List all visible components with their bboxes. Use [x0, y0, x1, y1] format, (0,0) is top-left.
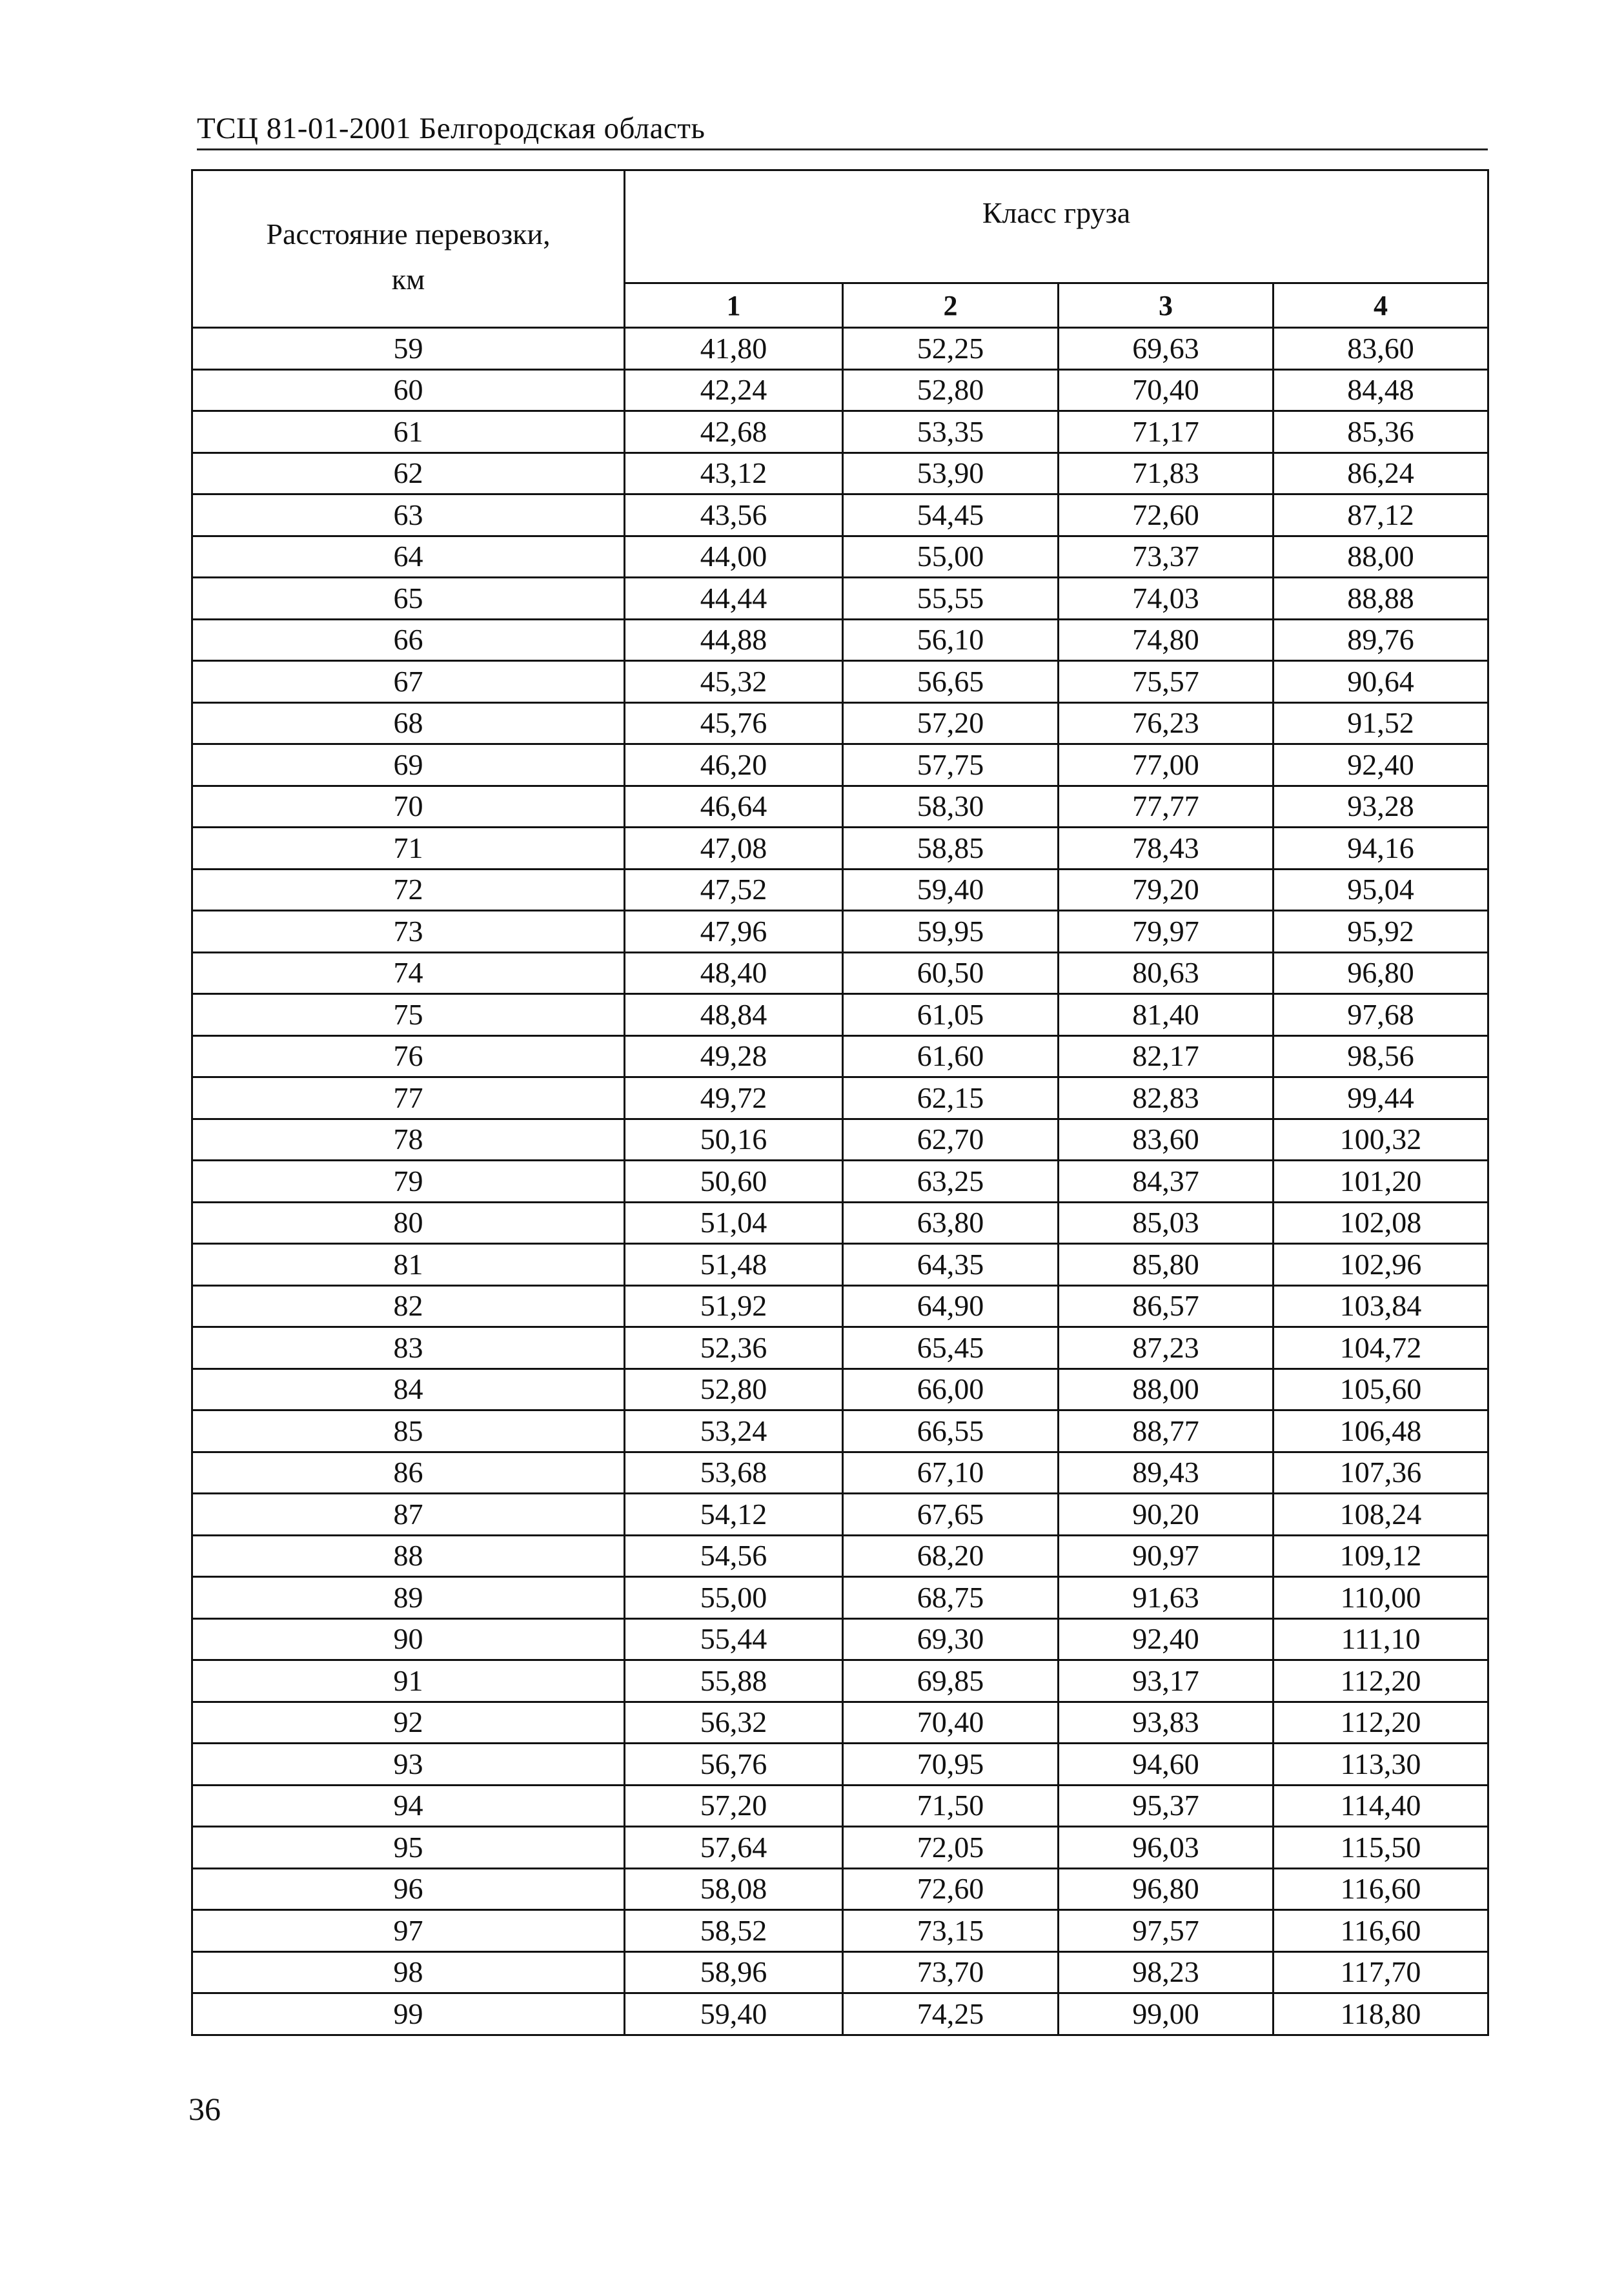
class-3-cell: 87,23	[1059, 1327, 1274, 1369]
class-2-cell: 57,75	[843, 744, 1059, 786]
class-1-cell: 56,32	[625, 1702, 843, 1744]
distance-cell: 91	[192, 1660, 625, 1702]
class-2-cell: 70,40	[843, 1702, 1059, 1744]
class-1-cell: 54,12	[625, 1494, 843, 1536]
table-row	[192, 1119, 1488, 1161]
class-3-cell: 75,57	[1059, 661, 1274, 703]
class-1-cell: 51,92	[625, 1285, 843, 1327]
class-4-cell: 85,36	[1274, 411, 1488, 453]
table-row	[192, 869, 1488, 911]
table-row	[192, 994, 1488, 1036]
table-row	[192, 1535, 1488, 1577]
class-1-cell: 58,96	[625, 1951, 843, 1993]
class-1-cell: 58,52	[625, 1910, 843, 1952]
class-2-cell: 66,00	[843, 1369, 1059, 1410]
class-3-cell: 96,03	[1059, 1827, 1274, 1869]
class-4-cell: 112,20	[1274, 1702, 1488, 1744]
table-row	[192, 619, 1488, 661]
distance-cell: 87	[192, 1494, 625, 1536]
table-row	[192, 661, 1488, 703]
class-4-cell: 117,70	[1274, 1951, 1488, 1993]
class-4-cell: 106,48	[1274, 1410, 1488, 1452]
class-1-cell: 46,20	[625, 744, 843, 786]
class-2-cell: 63,80	[843, 1202, 1059, 1244]
class-3-cell: 90,20	[1059, 1494, 1274, 1536]
class-2-cell: 63,25	[843, 1161, 1059, 1203]
class-1-cell: 55,44	[625, 1618, 843, 1660]
distance-cell: 77	[192, 1077, 625, 1119]
distance-cell: 66	[192, 619, 625, 661]
table-row	[192, 1327, 1488, 1369]
class-2-cell: 65,45	[843, 1327, 1059, 1369]
class-4-cell: 116,60	[1274, 1868, 1488, 1910]
cargo-class-header	[625, 170, 1488, 283]
class-4-cell: 104,72	[1274, 1327, 1488, 1369]
class-3-cell: 97,57	[1059, 1910, 1274, 1952]
class-1-cell: 47,52	[625, 869, 843, 911]
distance-cell: 72	[192, 869, 625, 911]
class-2-cell: 73,15	[843, 1910, 1059, 1952]
class-3-cell: 84,37	[1059, 1161, 1274, 1203]
class-3-cell: 73,37	[1059, 536, 1274, 578]
class-2-cell: 61,05	[843, 994, 1059, 1036]
class-1-cell: 44,00	[625, 536, 843, 578]
class-1-cell: 49,72	[625, 1077, 843, 1119]
class-4-cell: 112,20	[1274, 1660, 1488, 1702]
distance-cell: 62	[192, 453, 625, 494]
class-3-cell: 96,80	[1059, 1868, 1274, 1910]
class-4-cell: 115,50	[1274, 1827, 1488, 1869]
class-2-cell: 64,90	[843, 1285, 1059, 1327]
class-3-cell: 95,37	[1059, 1785, 1274, 1827]
class-2-cell: 52,80	[843, 369, 1059, 411]
class-3-cell: 77,77	[1059, 786, 1274, 828]
class-4-cell: 83,60	[1274, 328, 1488, 370]
class-2-cell: 64,35	[843, 1244, 1059, 1286]
class-2-cell: 61,60	[843, 1035, 1059, 1077]
class-3-cell: 88,77	[1059, 1410, 1274, 1452]
class-2-cell: 72,60	[843, 1868, 1059, 1910]
class-4-cell: 91,52	[1274, 702, 1488, 744]
class-1-cell: 45,32	[625, 661, 843, 703]
class-2-cell: 56,65	[843, 661, 1059, 703]
distance-cell: 82	[192, 1285, 625, 1327]
class-2-cell: 58,30	[843, 786, 1059, 828]
table-row	[192, 1868, 1488, 1910]
class-1-cell: 55,00	[625, 1577, 843, 1619]
class-2-cell: 53,35	[843, 411, 1059, 453]
class-4-cell: 89,76	[1274, 619, 1488, 661]
distance-cell: 92	[192, 1702, 625, 1744]
class-2-cell: 59,95	[843, 911, 1059, 953]
class-4-cell: 88,88	[1274, 578, 1488, 620]
class-4-cell: 96,80	[1274, 952, 1488, 994]
tariff-table	[191, 169, 1489, 2036]
class-3-cell: 71,17	[1059, 411, 1274, 453]
class-3-cell: 94,60	[1059, 1744, 1274, 1786]
table-row	[192, 1993, 1488, 2035]
class-1-cell: 50,60	[625, 1161, 843, 1203]
class-4-cell: 102,08	[1274, 1202, 1488, 1244]
distance-cell: 97	[192, 1910, 625, 1952]
class-2-cell: 62,15	[843, 1077, 1059, 1119]
distance-header-line1: Расстояние перевозки,	[266, 217, 551, 250]
class-4-cell: 95,04	[1274, 869, 1488, 911]
class-4-cell: 103,84	[1274, 1285, 1488, 1327]
class-2-cell: 53,90	[843, 453, 1059, 494]
table-row	[192, 536, 1488, 578]
class-1-cell: 53,68	[625, 1452, 843, 1494]
class-3-cell: 91,63	[1059, 1577, 1274, 1619]
distance-cell: 96	[192, 1868, 625, 1910]
class-3-cell: 85,03	[1059, 1202, 1274, 1244]
class-1-cell: 58,08	[625, 1868, 843, 1910]
class-2-cell: 66,55	[843, 1410, 1059, 1452]
class-2-cell: 68,75	[843, 1577, 1059, 1619]
class-1-cell: 44,88	[625, 619, 843, 661]
table-row	[192, 1951, 1488, 1993]
class-4-cell: 108,24	[1274, 1494, 1488, 1536]
class-4-cell: 111,10	[1274, 1618, 1488, 1660]
table-row	[192, 911, 1488, 953]
class-1-cell: 51,04	[625, 1202, 843, 1244]
class-4-cell: 118,80	[1274, 1993, 1488, 2035]
class-2-cell: 56,10	[843, 619, 1059, 661]
class-3-cell: 79,97	[1059, 911, 1274, 953]
class-2-cell: 72,05	[843, 1827, 1059, 1869]
class-2-cell: 67,65	[843, 1494, 1059, 1536]
table-row	[192, 1244, 1488, 1286]
distance-column-header	[192, 170, 625, 328]
class-column-4: 4	[1274, 283, 1488, 328]
class-3-cell: 77,00	[1059, 744, 1274, 786]
class-1-cell: 52,36	[625, 1327, 843, 1369]
distance-header-line2: км	[391, 262, 425, 296]
class-3-cell: 81,40	[1059, 994, 1274, 1036]
class-2-cell: 62,70	[843, 1119, 1059, 1161]
distance-cell: 75	[192, 994, 625, 1036]
class-column-2: 2	[843, 283, 1059, 328]
distance-cell: 67	[192, 661, 625, 703]
class-1-cell: 55,88	[625, 1660, 843, 1702]
class-3-cell: 76,23	[1059, 702, 1274, 744]
table-row	[192, 828, 1488, 870]
class-3-cell: 92,40	[1059, 1618, 1274, 1660]
class-3-cell: 72,60	[1059, 494, 1274, 536]
class-1-cell: 51,48	[625, 1244, 843, 1286]
class-4-cell: 90,64	[1274, 661, 1488, 703]
class-2-cell: 58,85	[843, 828, 1059, 870]
class-1-cell: 48,84	[625, 994, 843, 1036]
distance-cell: 71	[192, 828, 625, 870]
class-3-cell: 80,63	[1059, 952, 1274, 994]
distance-cell: 68	[192, 702, 625, 744]
class-4-cell: 88,00	[1274, 536, 1488, 578]
class-1-cell: 46,64	[625, 786, 843, 828]
class-1-cell: 53,24	[625, 1410, 843, 1452]
distance-cell: 85	[192, 1410, 625, 1452]
table-row	[192, 1285, 1488, 1327]
table-row	[192, 1202, 1488, 1244]
distance-cell: 73	[192, 911, 625, 953]
class-4-cell: 101,20	[1274, 1161, 1488, 1203]
distance-cell: 63	[192, 494, 625, 536]
distance-cell: 78	[192, 1119, 625, 1161]
class-2-cell: 67,10	[843, 1452, 1059, 1494]
class-4-cell: 107,36	[1274, 1452, 1488, 1494]
table-row	[192, 786, 1488, 828]
class-4-cell: 109,12	[1274, 1535, 1488, 1577]
class-3-cell: 74,03	[1059, 578, 1274, 620]
class-4-cell: 114,40	[1274, 1785, 1488, 1827]
table-row	[192, 702, 1488, 744]
table-row	[192, 1410, 1488, 1452]
class-1-cell: 44,44	[625, 578, 843, 620]
class-3-cell: 79,20	[1059, 869, 1274, 911]
class-3-cell: 98,23	[1059, 1951, 1274, 1993]
class-1-cell: 57,64	[625, 1827, 843, 1869]
class-2-cell: 68,20	[843, 1535, 1059, 1577]
class-2-cell: 55,00	[843, 536, 1059, 578]
class-3-cell: 93,17	[1059, 1660, 1274, 1702]
page-number: 36	[188, 2091, 221, 2127]
class-1-cell: 57,20	[625, 1785, 843, 1827]
cargo-class-header-label: Класс груза	[982, 196, 1131, 229]
table-row	[192, 1827, 1488, 1869]
distance-cell: 69	[192, 744, 625, 786]
class-2-cell: 69,85	[843, 1660, 1059, 1702]
distance-cell: 59	[192, 328, 625, 370]
distance-cell: 64	[192, 536, 625, 578]
distance-cell: 99	[192, 1993, 625, 2035]
table-body	[192, 328, 1488, 2035]
table-row	[192, 952, 1488, 994]
class-4-cell: 113,30	[1274, 1744, 1488, 1786]
class-4-cell: 100,32	[1274, 1119, 1488, 1161]
class-1-cell: 45,76	[625, 702, 843, 744]
table-row	[192, 1035, 1488, 1077]
distance-cell: 80	[192, 1202, 625, 1244]
class-3-cell: 69,63	[1059, 328, 1274, 370]
class-4-cell: 87,12	[1274, 494, 1488, 536]
class-4-cell: 102,96	[1274, 1244, 1488, 1286]
class-1-cell: 43,56	[625, 494, 843, 536]
class-2-cell: 70,95	[843, 1744, 1059, 1786]
table-row	[192, 744, 1488, 786]
distance-cell: 83	[192, 1327, 625, 1369]
table-row	[192, 411, 1488, 453]
distance-cell: 79	[192, 1161, 625, 1203]
class-3-cell: 70,40	[1059, 369, 1274, 411]
class-3-cell: 82,17	[1059, 1035, 1274, 1077]
class-column-3: 3	[1059, 283, 1274, 328]
class-4-cell: 95,92	[1274, 911, 1488, 953]
class-4-cell: 84,48	[1274, 369, 1488, 411]
class-4-cell: 94,16	[1274, 828, 1488, 870]
class-column-1: 1	[625, 283, 843, 328]
class-4-cell: 99,44	[1274, 1077, 1488, 1119]
class-2-cell: 57,20	[843, 702, 1059, 744]
distance-cell: 88	[192, 1535, 625, 1577]
table-row	[192, 1660, 1488, 1702]
table-row	[192, 1369, 1488, 1410]
class-1-cell: 52,80	[625, 1369, 843, 1410]
class-1-cell: 56,76	[625, 1744, 843, 1786]
table-row	[192, 328, 1488, 370]
class-3-cell: 88,00	[1059, 1369, 1274, 1410]
class-2-cell: 52,25	[843, 328, 1059, 370]
class-3-cell: 85,80	[1059, 1244, 1274, 1286]
distance-cell: 89	[192, 1577, 625, 1619]
class-4-cell: 97,68	[1274, 994, 1488, 1036]
class-2-cell: 59,40	[843, 869, 1059, 911]
class-1-cell: 43,12	[625, 453, 843, 494]
class-3-cell: 82,83	[1059, 1077, 1274, 1119]
class-4-cell: 93,28	[1274, 786, 1488, 828]
class-1-cell: 59,40	[625, 1993, 843, 2035]
class-4-cell: 92,40	[1274, 744, 1488, 786]
class-3-cell: 99,00	[1059, 1993, 1274, 2035]
distance-cell: 65	[192, 578, 625, 620]
class-3-cell: 89,43	[1059, 1452, 1274, 1494]
document-title: ТСЦ 81-01-2001 Белгородская область	[197, 112, 705, 145]
class-4-cell: 110,00	[1274, 1577, 1488, 1619]
class-2-cell: 74,25	[843, 1993, 1059, 2035]
distance-cell: 93	[192, 1744, 625, 1786]
distance-cell: 94	[192, 1785, 625, 1827]
class-1-cell: 49,28	[625, 1035, 843, 1077]
table-row	[192, 1577, 1488, 1619]
class-1-cell: 47,96	[625, 911, 843, 953]
class-3-cell: 71,83	[1059, 453, 1274, 494]
table-row	[192, 494, 1488, 536]
distance-cell: 60	[192, 369, 625, 411]
distance-cell: 76	[192, 1035, 625, 1077]
table-header	[192, 170, 1488, 328]
class-3-cell: 90,97	[1059, 1535, 1274, 1577]
class-2-cell: 54,45	[843, 494, 1059, 536]
class-1-cell: 48,40	[625, 952, 843, 994]
class-4-cell: 86,24	[1274, 453, 1488, 494]
class-4-cell: 116,60	[1274, 1910, 1488, 1952]
distance-cell: 84	[192, 1369, 625, 1410]
class-2-cell: 73,70	[843, 1951, 1059, 1993]
distance-cell: 86	[192, 1452, 625, 1494]
class-3-cell: 86,57	[1059, 1285, 1274, 1327]
distance-cell: 98	[192, 1951, 625, 1993]
class-2-cell: 71,50	[843, 1785, 1059, 1827]
table-row	[192, 1077, 1488, 1119]
table-row	[192, 1744, 1488, 1786]
distance-cell: 74	[192, 952, 625, 994]
class-2-cell: 69,30	[843, 1618, 1059, 1660]
table-row	[192, 453, 1488, 494]
distance-cell: 70	[192, 786, 625, 828]
class-3-cell: 93,83	[1059, 1702, 1274, 1744]
table-row	[192, 1702, 1488, 1744]
table-row	[192, 1161, 1488, 1203]
class-1-cell: 41,80	[625, 328, 843, 370]
class-2-cell: 55,55	[843, 578, 1059, 620]
class-4-cell: 98,56	[1274, 1035, 1488, 1077]
class-1-cell: 47,08	[625, 828, 843, 870]
distance-cell: 61	[192, 411, 625, 453]
class-3-cell: 83,60	[1059, 1119, 1274, 1161]
table-row	[192, 1618, 1488, 1660]
distance-cell: 95	[192, 1827, 625, 1869]
class-2-cell: 60,50	[843, 952, 1059, 994]
table-row	[192, 1452, 1488, 1494]
class-3-cell: 74,80	[1059, 619, 1274, 661]
table-row	[192, 1494, 1488, 1536]
distance-cell: 81	[192, 1244, 625, 1286]
table-row	[192, 1785, 1488, 1827]
page-header	[197, 108, 1488, 150]
class-4-cell: 105,60	[1274, 1369, 1488, 1410]
table-row	[192, 1910, 1488, 1952]
class-1-cell: 50,16	[625, 1119, 843, 1161]
class-3-cell: 78,43	[1059, 828, 1274, 870]
class-1-cell: 42,68	[625, 411, 843, 453]
distance-cell: 90	[192, 1618, 625, 1660]
class-1-cell: 42,24	[625, 369, 843, 411]
table-row	[192, 369, 1488, 411]
table-row	[192, 578, 1488, 620]
class-1-cell: 54,56	[625, 1535, 843, 1577]
